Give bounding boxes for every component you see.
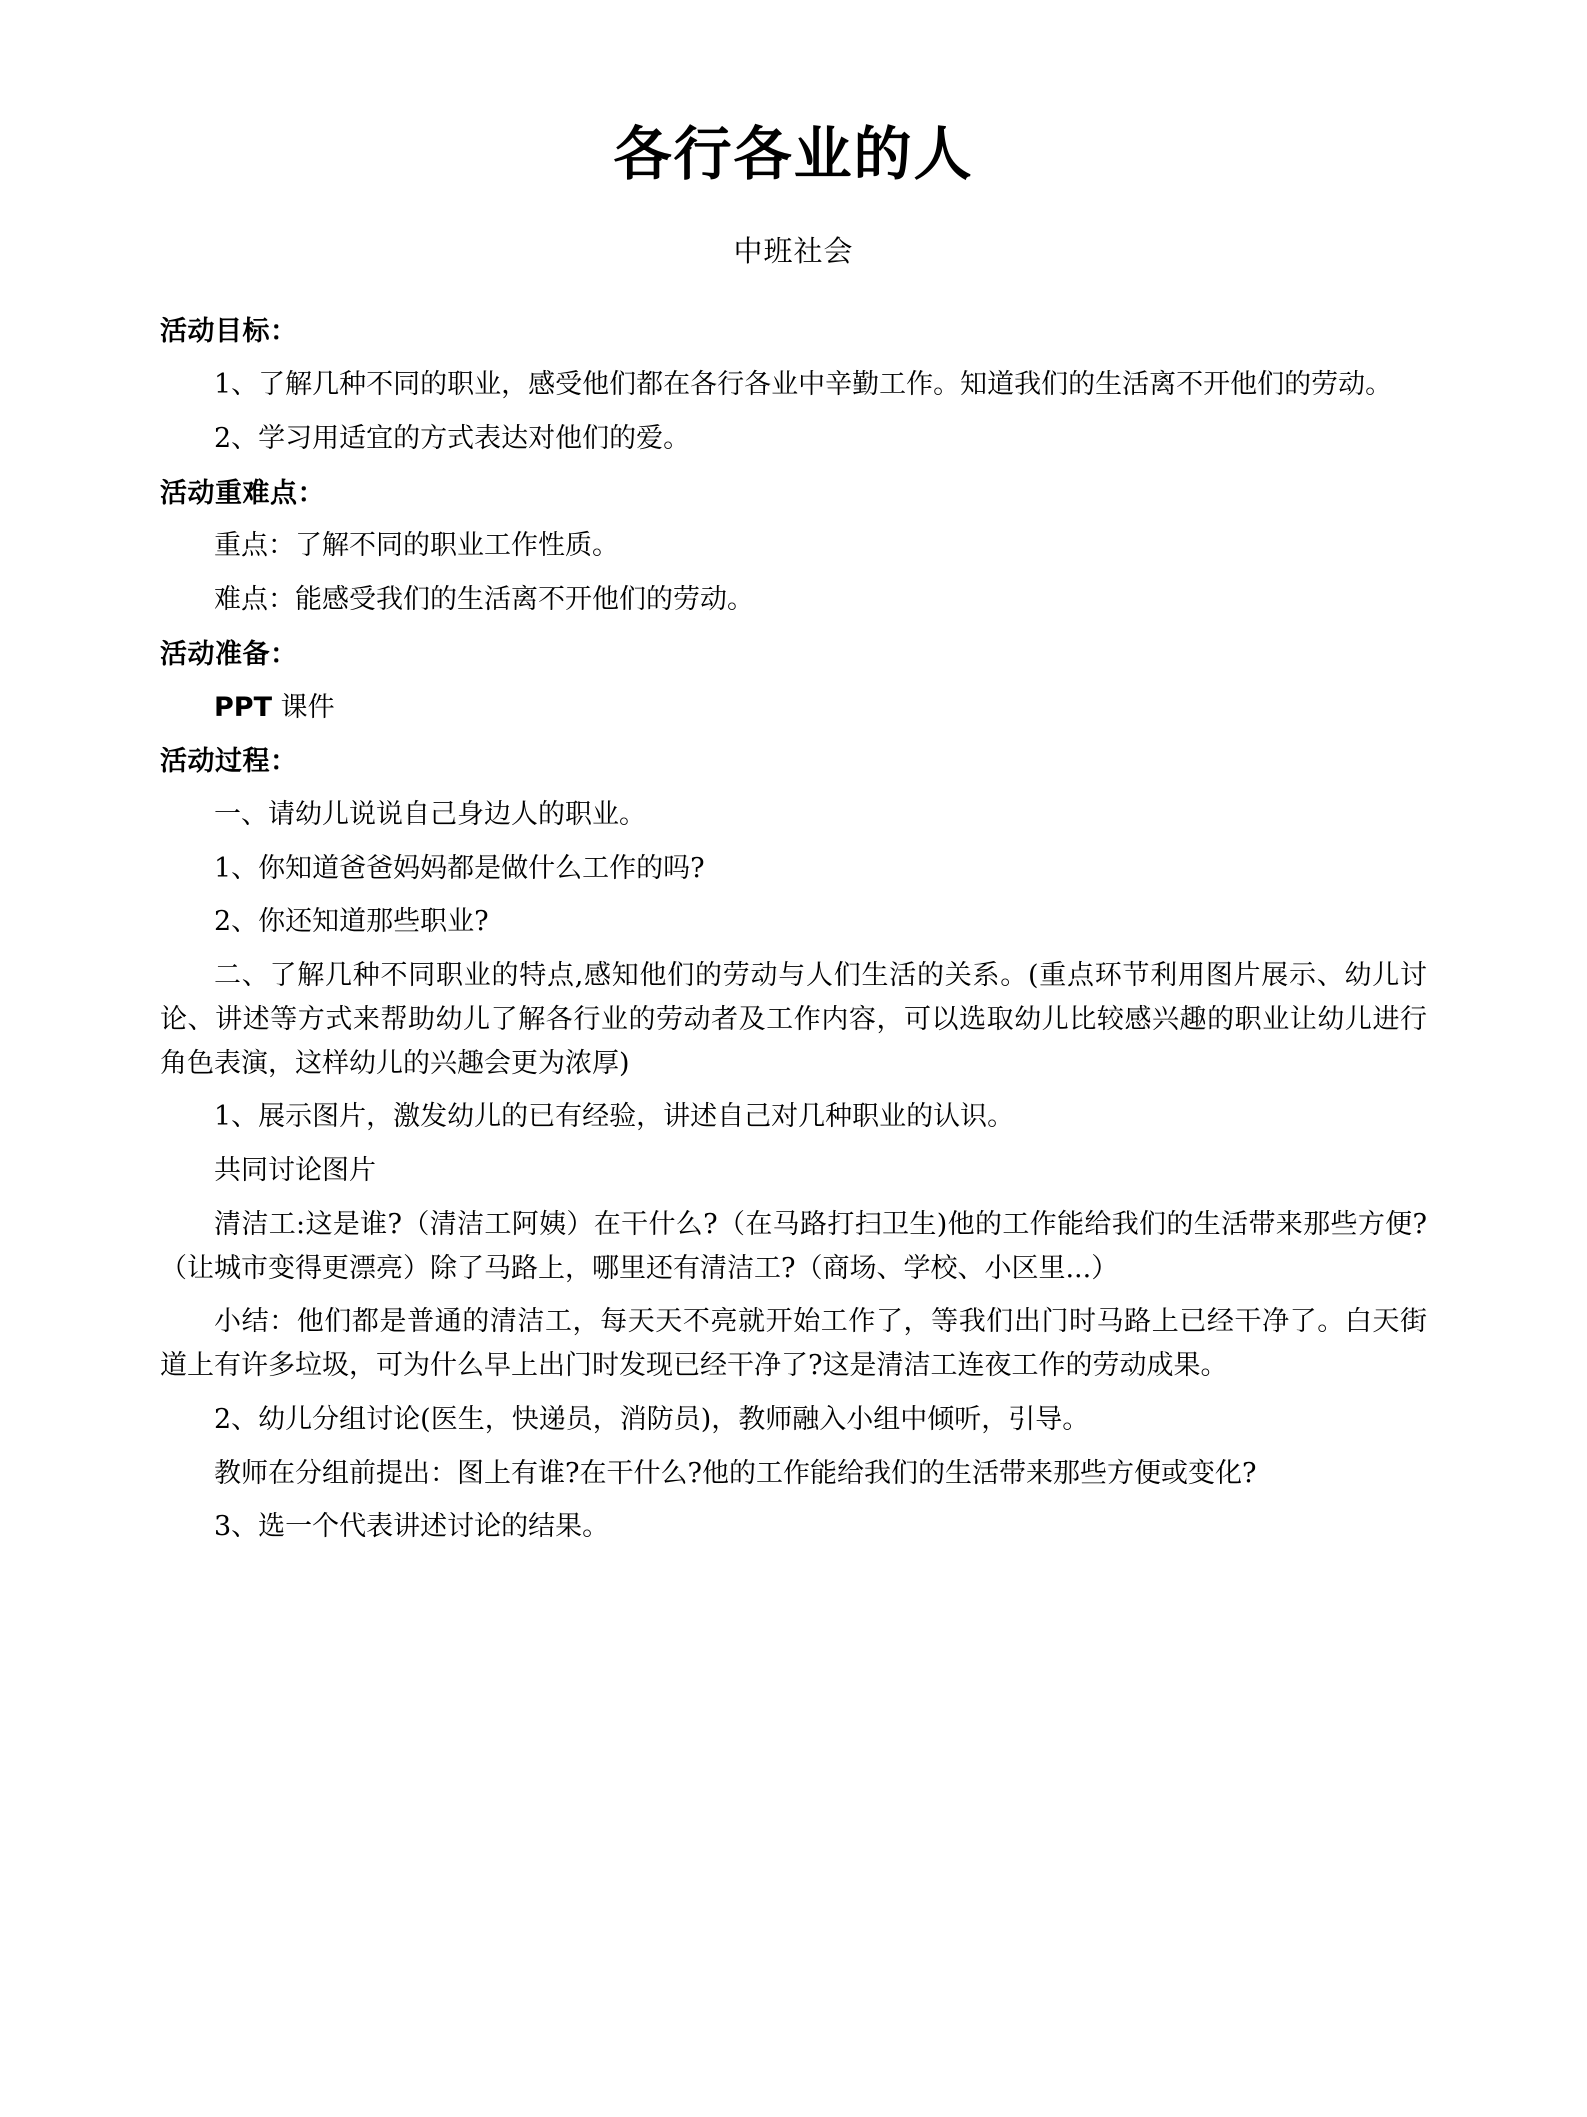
process-step-one-question-1: 1、你知道爸爸妈妈都是做什么工作的吗? xyxy=(214,852,705,884)
preparation-item-suffix: 课件 xyxy=(272,691,335,723)
process-step-two-teacher-prompt: 教师在分组前提出：图上有谁?在干什么?他的工作能给我们的生活带来那些方便或变化? xyxy=(214,1457,1257,1489)
process-step-two-item-1: 1、展示图片，激发幼儿的已有经验，讲述自己对几种职业的认识。 xyxy=(214,1101,1015,1133)
process-step-two: 二、了解几种不同职业的特点,感知他们的劳动与人们生活的关系。(重点环节利用图片展示、幼儿讨论、讲述等方式来帮助幼儿了解各行业的劳动者及工作内容，可以选取幼儿比较感兴趣的职业让幼儿进行角色表演，这样幼儿的兴趣会更为浓厚) xyxy=(160,960,1427,1079)
process-step-one-question-2: 2、你还知道那些职业? xyxy=(214,906,489,938)
heading-activity-focus: 活动重难点： xyxy=(160,477,325,509)
focus-key-point: 重点：了解不同的职业工作性质。 xyxy=(214,530,619,562)
page-title: 各行各业的人 xyxy=(613,120,974,188)
process-step-two-cleaner-questions: 清洁工:这是谁?（清洁工阿姨）在干什么?（在马路打扫卫生)他的工作能给我们的生活带来那些方便?（让城市变得更漂亮）除了马路上，哪里还有清洁工?（商场、学校、小区里...） xyxy=(160,1208,1427,1284)
heading-activity-process: 活动过程： xyxy=(160,746,298,778)
process-step-two-item-3: 3、选一个代表讲述讨论的结果。 xyxy=(214,1511,610,1543)
preparation-item xyxy=(160,681,1427,735)
process-step-two-item-2: 2、幼儿分组讨论(医生，快递员，消防员)，教师融入小组中倾听，引导。 xyxy=(214,1403,1090,1435)
objective-item-2: 2、学习用适宜的方式表达对他们的爱。 xyxy=(214,422,691,454)
page-subtitle: 中班社会 xyxy=(733,233,854,268)
preparation-item-prefix: PPT xyxy=(214,691,272,723)
objective-item-1: 1、了解几种不同的职业，感受他们都在各行各业中辛勤工作。知道我们的生活离不开他们的劳动。 xyxy=(214,369,1393,401)
process-step-two-summary: 小结：他们都是普通的清洁工，每天天不亮就开始工作了，等我们出门时马路上已经干净了。白天街道上有许多垃圾，可为什么早上出门时发现已经干净了?这是清洁工连夜工作的劳动成果。 xyxy=(160,1306,1427,1382)
heading-activity-preparation: 活动准备： xyxy=(160,638,298,670)
document-body xyxy=(160,268,1427,1554)
process-step-one: 一、请幼儿说说自己身边人的职业。 xyxy=(214,799,646,830)
process-step-two-discussion-label: 共同讨论图片 xyxy=(214,1155,376,1187)
focus-difficult-point: 难点：能感受我们的生活离不开他们的劳动。 xyxy=(214,584,754,616)
heading-activity-objectives: 活动目标： xyxy=(160,316,298,348)
